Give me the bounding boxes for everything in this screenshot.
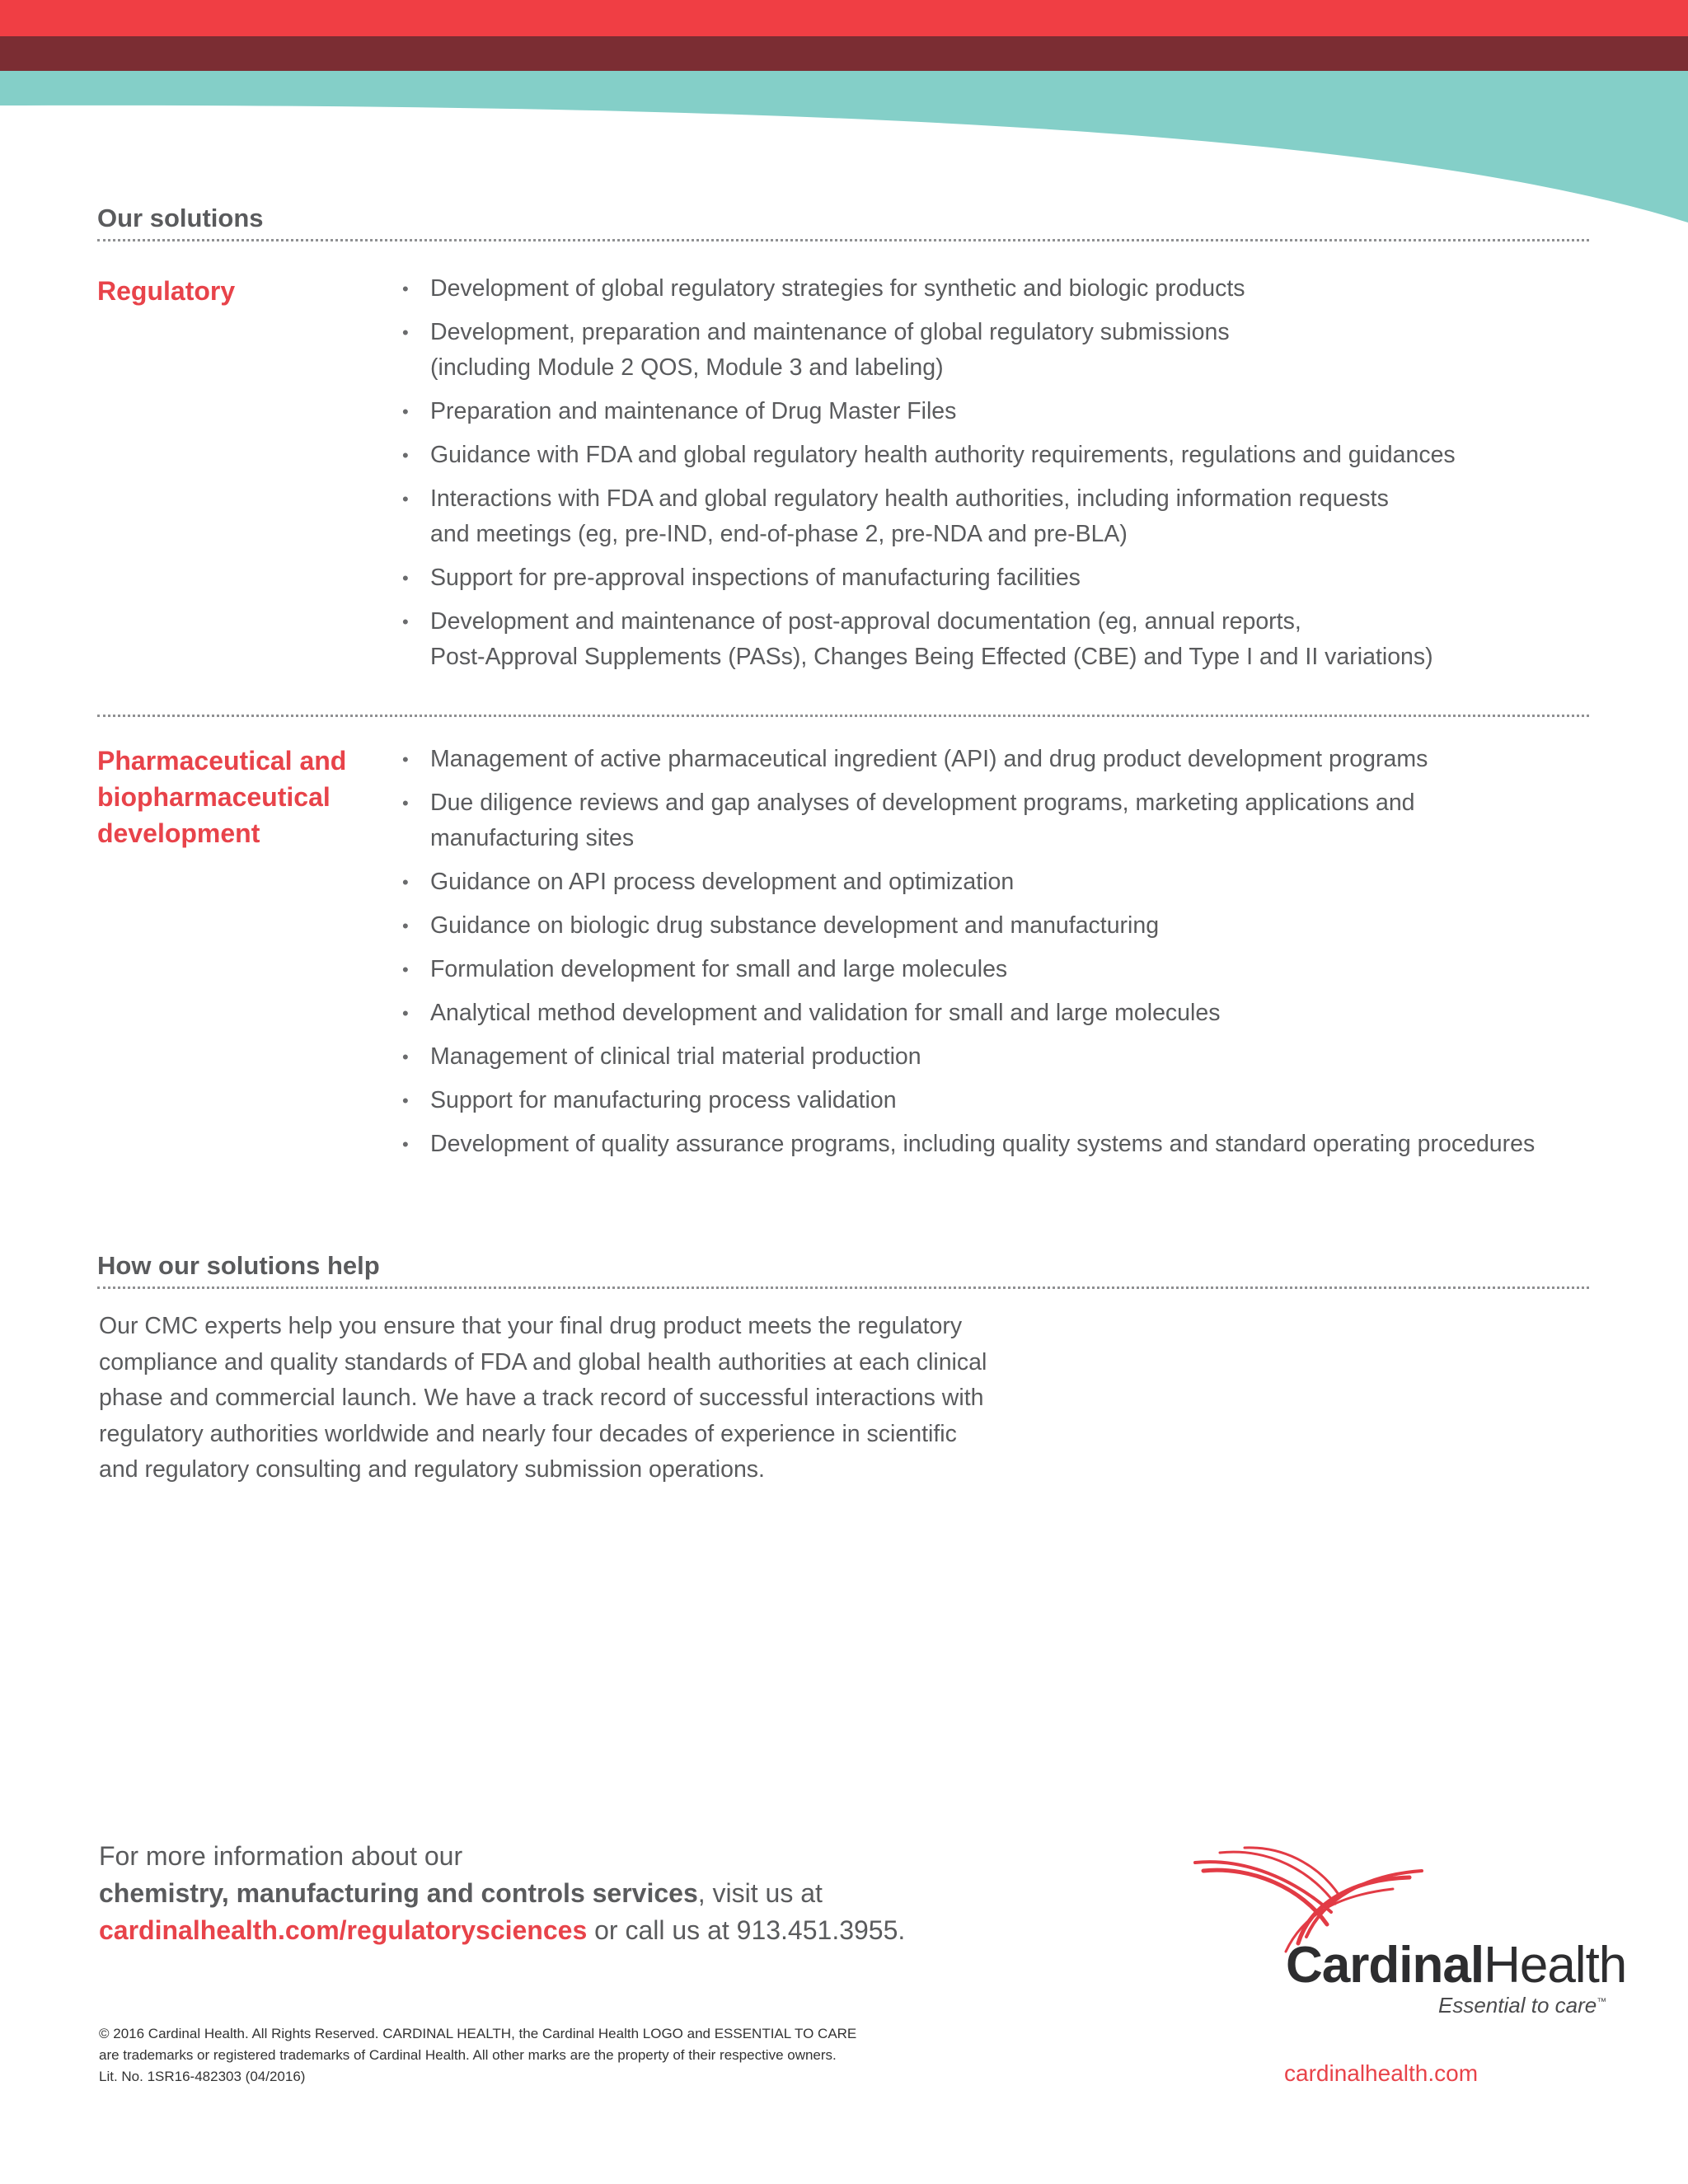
cta-visit: , visit us at bbox=[697, 1878, 823, 1908]
header-teal-wave bbox=[0, 71, 1688, 223]
header-maroon-band bbox=[0, 36, 1688, 71]
list-item-text: Development and maintenance of post-approval documentation (eg, annual reports, bbox=[430, 608, 1301, 635]
list-item-text: Support for pre-approval inspections of manufacturing facilities bbox=[430, 565, 1081, 591]
list-item-text: Support for manufacturing process validation bbox=[430, 1087, 897, 1113]
cta-phone: or call us at 913.451.3955. bbox=[587, 1915, 906, 1945]
pharma-title-line: development bbox=[97, 818, 260, 848]
list-item-text: Guidance with FDA and global regulatory health authority requirements, regulations and guidances bbox=[430, 442, 1456, 468]
pharma-list bbox=[396, 742, 1582, 1170]
paragraph-line: and regulatory consulting and regulatory submission operations. bbox=[99, 1456, 765, 1483]
regulatory-list bbox=[396, 271, 1582, 683]
list-item bbox=[396, 952, 1582, 987]
how-solutions-help-heading: How our solutions help bbox=[97, 1251, 380, 1280]
pharma-title bbox=[97, 743, 377, 851]
paragraph-line: Our CMC experts help you ensure that your final drug product meets the regulatory bbox=[99, 1313, 963, 1339]
list-item bbox=[396, 438, 1582, 473]
list-item bbox=[396, 1083, 1582, 1118]
list-item-text: Preparation and maintenance of Drug Master Files bbox=[430, 398, 957, 424]
section-divider bbox=[97, 715, 1589, 717]
list-item-text: Development of quality assurance programs, including quality systems and standard operating procedures bbox=[430, 1131, 1536, 1157]
pharma-title-line: biopharmaceutical bbox=[97, 782, 331, 812]
regulatory-sciences-link[interactable]: cardinalhealth.com/regulatorysciences bbox=[99, 1915, 588, 1945]
list-item bbox=[396, 1039, 1582, 1075]
regulatory-title: Regulatory bbox=[97, 276, 236, 306]
section-divider bbox=[97, 1286, 1589, 1289]
list-item bbox=[396, 742, 1582, 777]
paragraph-line: phase and commercial launch. We have a track record of successful interactions with bbox=[99, 1385, 984, 1411]
list-item bbox=[396, 315, 1582, 386]
pharma-title-line: Pharmaceutical and bbox=[97, 746, 347, 776]
list-item bbox=[396, 271, 1582, 307]
list-item-text: Management of active pharmaceutical ingredient (API) and drug product development programs bbox=[430, 746, 1428, 772]
list-item-text: and meetings (eg, pre-IND, end-of-phase 2, pre-NDA and pre-BLA) bbox=[430, 521, 1128, 547]
list-item bbox=[396, 394, 1582, 429]
website-link[interactable]: cardinalhealth.com bbox=[1284, 2060, 1479, 2086]
help-paragraph bbox=[99, 1309, 1039, 1488]
list-item-text: Management of clinical trial material production bbox=[430, 1043, 921, 1070]
list-item-text: manufacturing sites bbox=[430, 825, 635, 851]
our-solutions-heading: Our solutions bbox=[97, 204, 264, 232]
list-item-text: Guidance on API process development and optimization bbox=[430, 869, 1015, 895]
list-item bbox=[396, 908, 1582, 944]
list-item-text: Analytical method development and validation for small and large molecules bbox=[430, 1000, 1221, 1026]
legal-line: are trademarks or registered trademarks of Cardinal Health. All other marks are the property of their respective owners. bbox=[99, 2047, 837, 2063]
header-red-band bbox=[0, 0, 1688, 36]
list-item-text: (including Module 2 QOS, Module 3 and labeling) bbox=[430, 354, 944, 381]
list-item-text: Formulation development for small and large molecules bbox=[430, 956, 1008, 982]
list-item-text: Guidance on biologic drug substance development and manufacturing bbox=[430, 912, 1160, 939]
paragraph-line: compliance and quality standards of FDA and global health authorities at each clinical bbox=[99, 1348, 987, 1376]
list-item-text: Development, preparation and maintenance of global regulatory submissions bbox=[430, 319, 1230, 345]
logo-word-light: Health bbox=[1484, 1937, 1627, 1994]
tagline-text: Essential to care bbox=[1438, 1993, 1597, 2018]
legal-line: Lit. No. 1SR16-482303 (04/2016) bbox=[99, 2069, 306, 2084]
cardinal-health-logo bbox=[1187, 1846, 1627, 2027]
logo-word-bold: Cardinal bbox=[1286, 1937, 1484, 1994]
list-item bbox=[396, 604, 1582, 675]
list-item-text: Post-Approval Supplements (PASs), Changes Being Effected (CBE) and Type I and II variations) bbox=[430, 644, 1433, 670]
legal-line: © 2016 Cardinal Health. All Rights Reserved. CARDINAL HEALTH, the Cardinal Health LOGO and ESSENTIAL TO CARE bbox=[99, 2026, 857, 2041]
cta-services: chemistry, manufacturing and controls services bbox=[99, 1878, 698, 1908]
list-item-text: Interactions with FDA and global regulatory health authorities, including information requests bbox=[430, 485, 1389, 512]
paragraph-line: regulatory authorities worldwide and nearly four decades of experience in scientific bbox=[99, 1420, 957, 1447]
cta-intro: For more information about our bbox=[99, 1841, 463, 1871]
list-item bbox=[396, 785, 1582, 856]
list-item bbox=[396, 865, 1582, 900]
list-item bbox=[396, 481, 1582, 552]
list-item bbox=[396, 560, 1582, 596]
logo-wordmark bbox=[1286, 1937, 1626, 1994]
logo-tagline bbox=[1438, 1993, 1606, 2018]
header-band bbox=[0, 0, 1688, 231]
list-item bbox=[396, 1127, 1582, 1162]
legal-notice bbox=[99, 2023, 1006, 2088]
list-item-text: Due diligence reviews and gap analyses of development programs, marketing applications and bbox=[430, 790, 1415, 816]
section-divider bbox=[97, 239, 1589, 241]
trademark-symbol: ™ bbox=[1597, 1995, 1607, 2008]
list-item bbox=[396, 996, 1582, 1031]
list-item-text: Development of global regulatory strategies for synthetic and biologic products bbox=[430, 275, 1245, 302]
contact-info bbox=[99, 1838, 1088, 1949]
